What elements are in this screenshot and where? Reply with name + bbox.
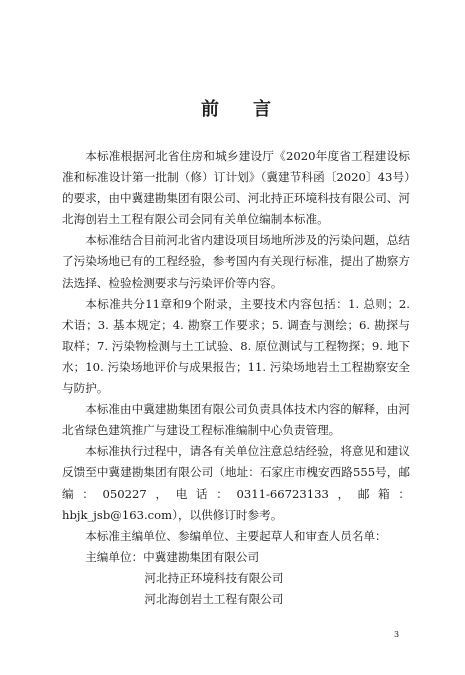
paragraph-list-intro: 本标准主编单位、参编单位、主要起草人和审查人员名单： — [85, 528, 387, 543]
chief-editor-unit: 中冀建勘集团有限公司 — [143, 549, 260, 564]
chief-editor-line — [62, 547, 410, 568]
paragraph-contents: 本标准共分11章和9个附录，主要技术内容包括：1. 总则；2. 术语；3. 基本规定；4. 勘察工作要求；5. 调查与测绘；6. 勘探与取样；7. 污染物检测与土工试验、8. 原位测试与工程物探；9. 地下水；10. 污染场地评价与成果报告；11. 污染场地岩土工程勘察安全与防护。 — [62, 296, 410, 396]
paragraph-scope: 本标准结合目前河北省内建设项目场地所涉及的污染问题，总结了污染场地已有的工程经验，参考国内有关现行标准，提出了勘察方法选择、检验检测要求与污染评价等内容。 — [62, 233, 410, 290]
page-title: 前言 — [201, 99, 305, 120]
chief-editor-label: 主编单位： — [85, 549, 144, 564]
paragraph-feedback: 本标准执行过程中，请各有关单位注意总结经验，将意见和建议反馈至中冀建勘集团有限公司（地址：石家庄市槐安西路555号，邮编：050227，电话：0311-66723133，邮箱：hbjk_jsb@163.com），以供修订时参考。 — [62, 444, 410, 522]
page-number: 3 — [394, 630, 400, 639]
chief-editor-list — [62, 547, 410, 610]
chief-editor-unit: 河北海创岩土工程有限公司 — [144, 591, 284, 606]
document-body — [62, 146, 410, 610]
paragraph-basis: 本标准根据河北省住房和城乡建设厅《2020年度省工程建设标准和标准设计第一批制（修）订计划》（冀建节科函〔2020〕43号）的要求，由中冀建勘集团有限公司、河北持正环境科技有限公司、河北海创岩土工程有限公司会同有关单位编制本标准。 — [62, 149, 410, 227]
chief-editor-unit: 河北持正环境科技有限公司 — [144, 570, 284, 585]
paragraph-interpretation: 本标准由中冀建勘集团有限公司负责具体技术内容的解释，由河北省绿色建筑推广与建设工程标准编制中心负责管理。 — [62, 402, 410, 438]
